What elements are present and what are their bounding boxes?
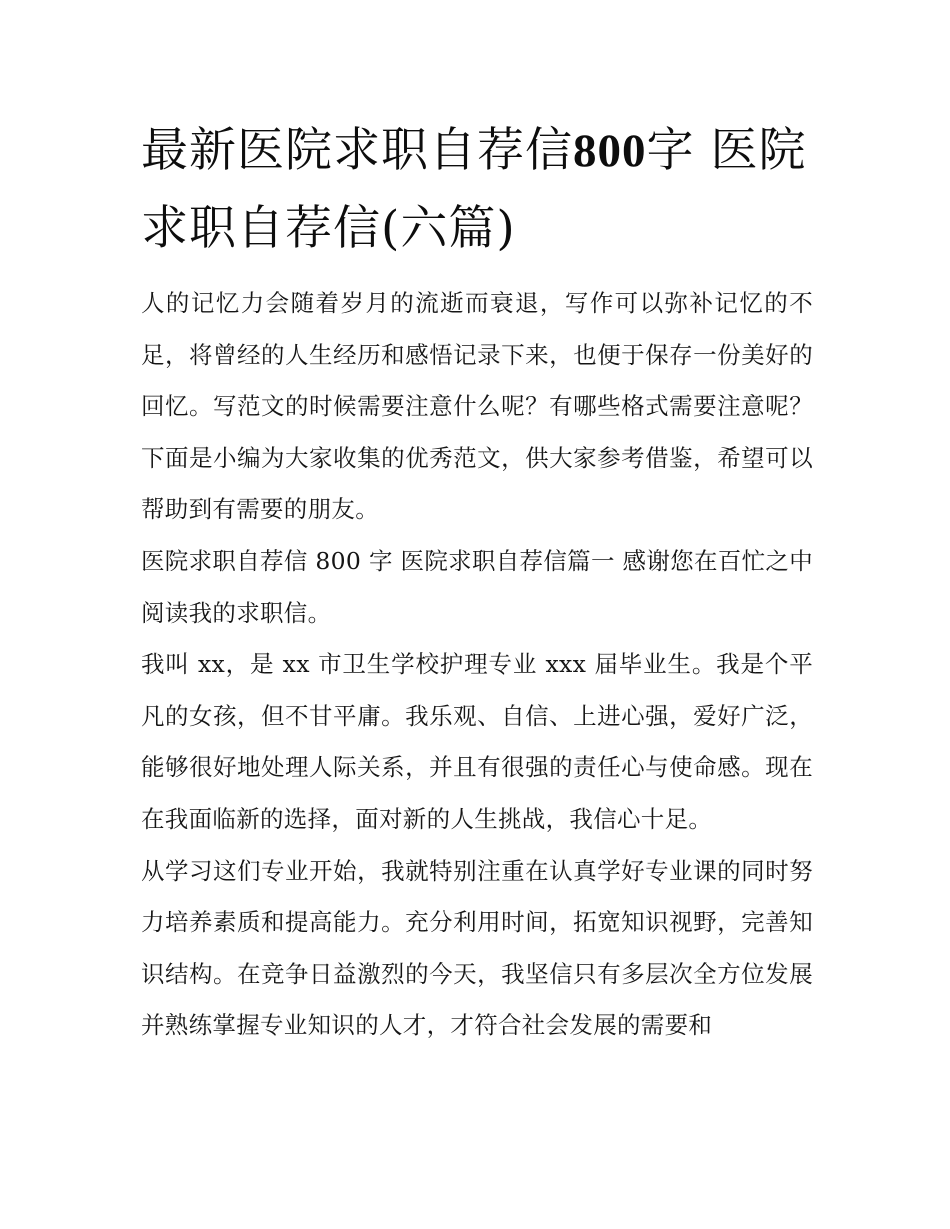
document-title: 最新医院求职自荐信800字 医院求职自荐信(六篇) bbox=[141, 123, 807, 256]
paragraph-study: 从学习这们专业开始，我就特别注重在认真学好专业课的同时努力培养素质和提高能力。充分利用时间，拓宽知识视野，完善知识结构。在竞争日益激烈的今天，我坚信只有多层次全方位发展并熟练掌握专业知识的人才，才符合社会发展的需要和 bbox=[141, 856, 813, 1040]
document-body bbox=[141, 278, 813, 1052]
paragraph-self-introduction: 我叫 xx，是 xx 市卫生学校护理专业 xxx 届毕业生。我是个平凡的女孩，但不甘平庸。我乐观、自信、上进心强，爱好广泛，能够很好地处理人际关系，并且有很强的责任心与使命感。现在在我面临新的选择，面对新的人生挑战，我信心十足。 bbox=[141, 650, 813, 833]
paragraph-intro: 人的记忆力会随着岁月的流逝而衰退，写作可以弥补记忆的不足，将曾经的人生经历和感悟记录下来，也便于保存一份美好的回忆。写范文的时候需要注意什么呢？有哪些格式需要注意呢？下面是小编为大家收集的优秀范文，供大家参考借鉴，希望可以帮助到有需要的朋友。 bbox=[141, 289, 813, 524]
title-number: 800 bbox=[573, 125, 647, 177]
paragraph-heading-line: 医院求职自荐信 800 字 医院求职自荐信篇一 感谢您在百忙之中阅读我的求职信。 bbox=[141, 546, 813, 627]
